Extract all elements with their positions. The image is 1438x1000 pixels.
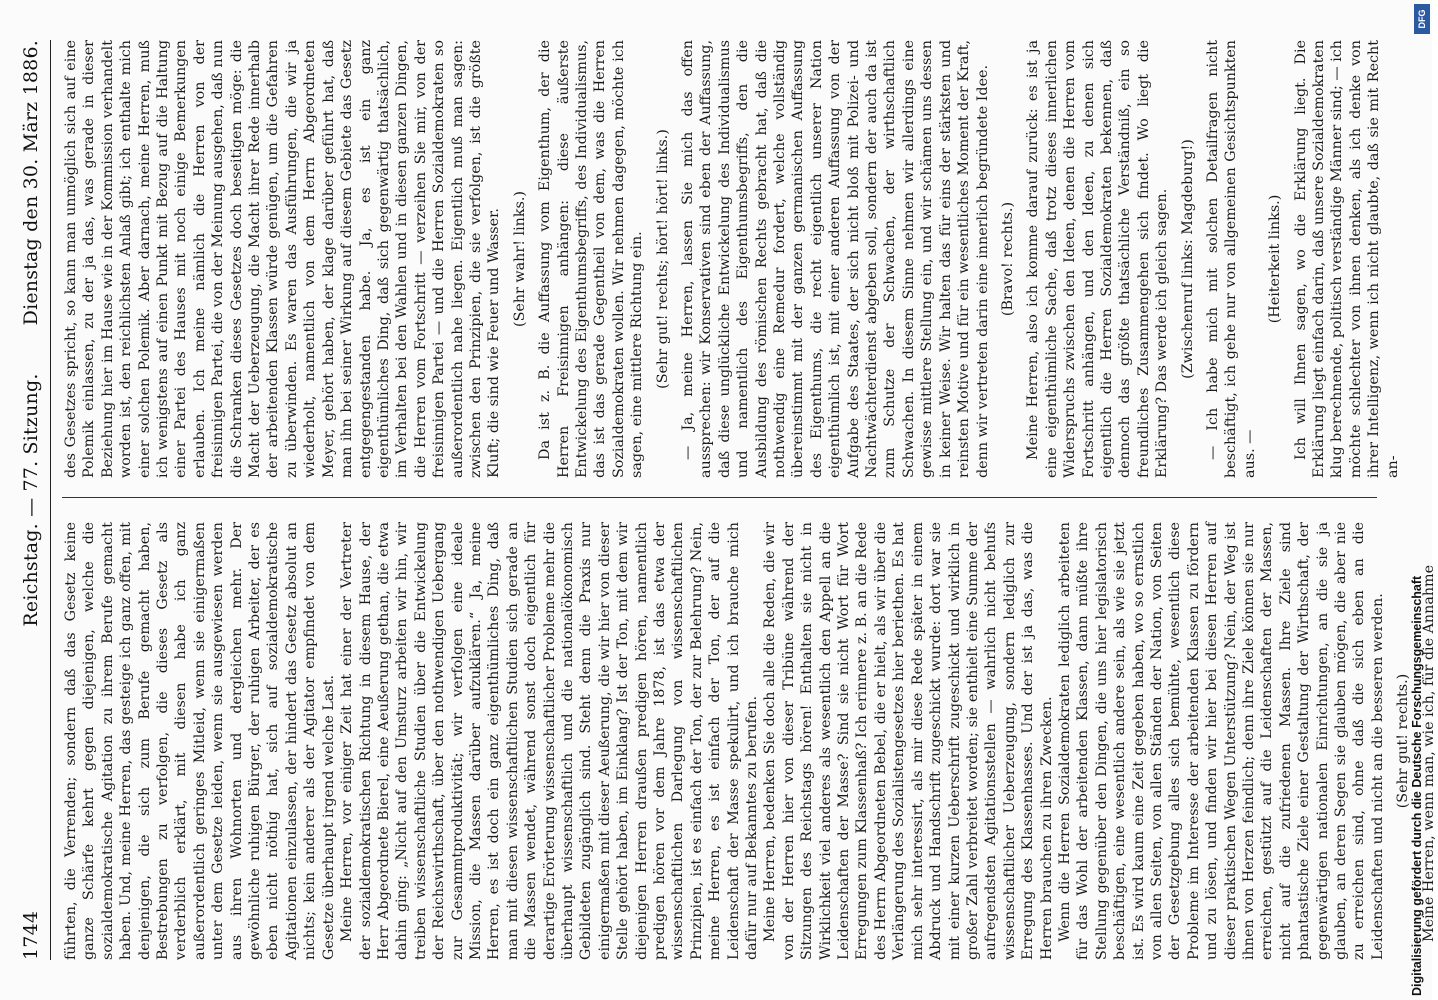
page-header [14, 40, 51, 960]
paragraph: des Gesetzes spricht, so kann man unmöglich sich auf eine Polemik einlassen, zu der ja das, was gerade in dieser Beziehung hier im Hause wie in der Kommission verhandelt worden ist, den reichlichsten Anlaß gibt; ich enthalte mich einer solchen Polemik. Aber darnach, meine Herren, muß ich wenigstens auf einen Punkt mit Bezug auf die Haltung einer Partei des Hauses mit noch einige Bemerkungen erlauben. Ich meine nämlich die Herren von der freisinnigen Partei, die von der Meinung ausgehen, daß nun die Schranken dieses Gesetzes doch beseitigen möge: die Macht der Ueberzeugung, die Macht ihrer Rede innerhalb der arbeitenden Klassen würde genügen, um die Gefahren zu überwinden. Es waren das Ausführungen, die wir ja wiederholt, namentlich von dem Herrn Abgeordneten Meyer, gehört haben, der klage darüber geführt hat, daß man ihn bei seiner Wirkung auf diesem Gebiete das Gesetz entgegengestanden habe. Ja, es ist ein ganz eigenthümliches Ding, daß sich gegenwärtig thatsächlich, im Verhalten bei den Wahlen und in diesen ganzen Dingen, die Herren vom Fortschritt — verzeihen Sie mir, von der freisinnigen Partei — und die Herren Sozialdemokraten so außerordentlich nahe liegen. Eigentlich muß man sagen: zwischen den Prinzipien, die sie verfolgen, ist die größte Kluft; die sind wie Feuer und Wasser. [63, 40, 503, 478]
paragraph: Da ist z. B. die Auffassung vom Eigenthum, der die Herren Freisinnigen anhängen: diese äußerste Entwickelung des Eigenthumsbegriffs, des Individualismus, das ist das gerade Gegentheil von dem, was die Herren Sozialdemokraten wollen. Wir nehmen dagegen, möchte ich sagen, eine mittlere Richtung ein. [537, 40, 646, 478]
dfg-logo-text: DFG [1417, 9, 1427, 29]
paragraph: Ich will Ihnen sagen, wo die Erklärung liegt. Die Erklärung liegt einfach darin, daß unsere Sozialdemokraten klug berechnende, politisch verständige Männer sind; — ich möchte schlechter von ihnen denken, als ich denke von ihrer Intelligenz, wenn ich nicht glaubte, daß sie mit Recht an- [1292, 40, 1401, 478]
column-divider [62, 497, 1377, 498]
interjection-remark: (Sehr wahr! links.) [511, 191, 528, 327]
digitization-credit: Digitalisierung gefördert durch die Deutsche Forschungsgemeinschaft [1410, 575, 1424, 996]
paragraph: — Ja, meine Herren, lassen Sie mich das offen aussprechen: wir Konservativen sind eben der Auffassung, daß diese unglückliche Entwickelung des Individualismus und namentlich des Eigenthumsbegriffs, den die Ausbildung des römischen Rechts gebracht hat, daß die nothwendig eine Remedur fordert, welche vollständig übereinstimmt mit der ganzen germanischen Auffassung des Eigenthums, die recht eigentlich unserer Nation eigenthümlich ist, mit einer anderen Auffassung von der Aufgabe des Staates, der sich nicht bloß mit Polizei- und Nachtwächterdienst abgeben soll, sondern der auch da ist zum Schutze der Schwachen, der wirthschaftlich Schwachen. In diesem Sinne nehmen wir allerdings eine gewisse mittlere Stellung ein, und wir schämen uns dessen in keiner Weise. Wir halten das für eins der stärksten und reinsten Motive und für ein wesentliches Moment der Kraft, denn wir vertreten darin eine innerlich begründete Idee. [680, 40, 991, 478]
paragraph: Meine Herren, also ich komme darauf zurück: es ist ja eine eigenthümliche Sache, daß trotz dieses innerlichen Widerspruchs zwischen den Ideen, denen die Herren vom Fortschritt anhängen, und den Ideen, zu denen sich eigentlich die Herren Sozialdemokraten bekennen, daß dennoch das größte thatsächliche Verständniß, ein so freundliches Zusammengehen sich findet. Wo liegt die Erklärung? Das werde ich gleich sagen. [1025, 40, 1171, 478]
session-date: Dienstag den 30. März 1886. [20, 40, 42, 326]
interjection-remark: (Zwischenruf links: Magdeburg!) [1179, 139, 1196, 379]
paragraph: führten, die Verrenden; sondern daß das Gesetz keine ganze Schärfe kehrt gegen diejenigen, welche die sozialdemokratische Agitation zu ihrem Berufe gemacht haben. Und, meine Herren, das gesteige ich ganz offen, mit denjenigen, die sich zum Berufe gemacht haben, Bestrebungen zu verfolgen, die dieses Gesetz als verderblich erklärt, mit diesen habe ich ganz außerordentlich geringes Mitleid, wenn sie einigermaßen unter dem Gesetze leiden, wenn sie ausgewiesen werden aus ihren Wohnorten und dergleichen mehr. Der gewöhnliche ruhigen Bürger, der ruhigen Arbeiter, der es eben nicht nöthig hat, sich auf sozialdemokratische Agitationen einzulassen, der hindert das Gesetz absolut an nichts; kein anderer als der Agitator empfindet von dem Gesetze überhaupt irgend welche Last. [63, 522, 337, 960]
paragraph: Meine Herren, wenn man, wie ich, für die Annahme [1420, 564, 1437, 942]
right-column [62, 40, 1401, 478]
paragraph: Meine Herren, bedenken Sie doch alle die Reden, die wir von der Herren hier von dieser Tribüne während der Sitzungen des Reichstags hören! Enthalten sie nicht in Wirklichkeit viel anderes als wesentlich den Appell an die Leidenschaften der Masse? Sind sie nicht Wort für Wort Erregungen zum Klassenhaß? Ich erinnere z. B. an die Rede des Herrn Abgeordneten Bebel, die er hielt, als wir über die Verlängerung des Sozialistengesetzes hier beriethen. Es hat mich sehr interessirt, als mir diese Rede später in einem Abdruck und Handschrift zugeschickt wurde: dort war sie mit einer kurzen Ueberschrift zugeschickt und wirklich in großer Zahl verbreitet worden; sie enthielt eine Summe der aufregendsten Agitationsstellen — wahrlich nicht behufs wissenschaftlicher Ueberzeugung, sondern lediglich zur Erregung des Klassenhasses. Und der ist ja das, was die Herren brauchen zu ihren Zwecken. [762, 521, 1055, 960]
interjection-remark: (Sehr gut! rechts.) [1395, 673, 1412, 809]
paragraph: — Ich habe mich mit solchen Detailfragen nicht beschäftigt, ich gehe nur von allgemeinen Gesichtspunkten aus. — [1204, 40, 1258, 478]
interjection-remark: (Heiterkeit links.) [1267, 194, 1284, 324]
paragraph: Meine Herren, vor einiger Zeit hat einer der Vertreter der sozialdemokratischen Richtung in diesem Hause, der Herr Abgeordnete Bierel, eine Aeußerung gethan, die etwa dahin ging: „Nicht auf den Umsturz arbeiten wir hin, wir treiben wissenschaftliche Studien über die Entwickelung der Reichswirthschaft, über den nothwendigen Uebergang zur Gesammtproduktivität; wir verfolgen eine ideale Mission, die Massen darüber aufzuklären.“ Ja, meine Herren, es ist doch ein ganz eigenthümliches Ding, daß man mit diesen wissenschaftlichen Studien sich gerade an die Massen wendet, während sonst doch eigentlich für derartige Erörterung wissenschaftlicher Probleme mehr die überhaupt wissenschaftlich und die nationalökonomisch Gebildeten zugänglich sind. Steht denn die Praxis nur einigermaßen mit dieser Aeußerung, die wir hier von dieser Stelle gehört haben, im Einklang? Ist der Ton, mit dem wir diejenigen Herren draußen predigen hören, namentlich predigen hören vor dem Jahre 1878, ist das etwa der wissenschaftlichen Darlegung von wissenschaftlichen Prinzipien, ist es einfach der Ton, der zur Belehrung? Nein, meine Herren, es ist einfach der Ton, der auf die Leidenschaft der Masse spekulirt, und ich brauche mich dafür nur auf Bekanntes zu berufen. [339, 522, 761, 960]
interjection-remark: (Bravo! rechts.) [999, 201, 1016, 317]
dfg-logo [1414, 4, 1430, 34]
page-number: 1744 [20, 910, 42, 960]
session-title: Reichstag. — 77. Sitzung. [20, 373, 42, 627]
interjection-remark: (Sehr gut! rechts; hört! hört! links.) [654, 129, 671, 389]
paragraph: Wenn die Herren Sozialdemokraten lediglich arbeiteten für das Wohl der arbeitenden Klassen, dann müßte ihre Stellung gegenüber den Dingen, die uns hier legislatorisch beschäftigen, eine wesentlich andere sein, als wie sie jetzt ist. Es wird kaum eine Zeit gegeben haben, wo so ernstlich von allen Seiten, von allen Ständen der Nation, von Seiten der Gesetzgebung alles sich bemühte, wesentlich diese Probleme im Interesse der arbeitenden Klassen zu fördern und zu lösen, und finden wir hier bei diesen Herren auf dieser praktischen Wegen Unterstützung? Nein, der Weg ist ihnen von Herzen feindlich; denn ihre Ziele können sie nur erreichen, gestützt auf die Leidenschaften der Massen, nicht auf die zufriedenen Massen. Ihre Ziele sind phantastische Ziele einer Gestaltung der Wirthschaft, der gegenwärtigen nationalen Einrichtungen, an die sie ja glauben, an deren Segen sie glauben mögen, die aber nie zu erreichen sind, ohne daß die sich eben an die Leidenschaften und nicht an die besseren werden. [1056, 522, 1386, 960]
